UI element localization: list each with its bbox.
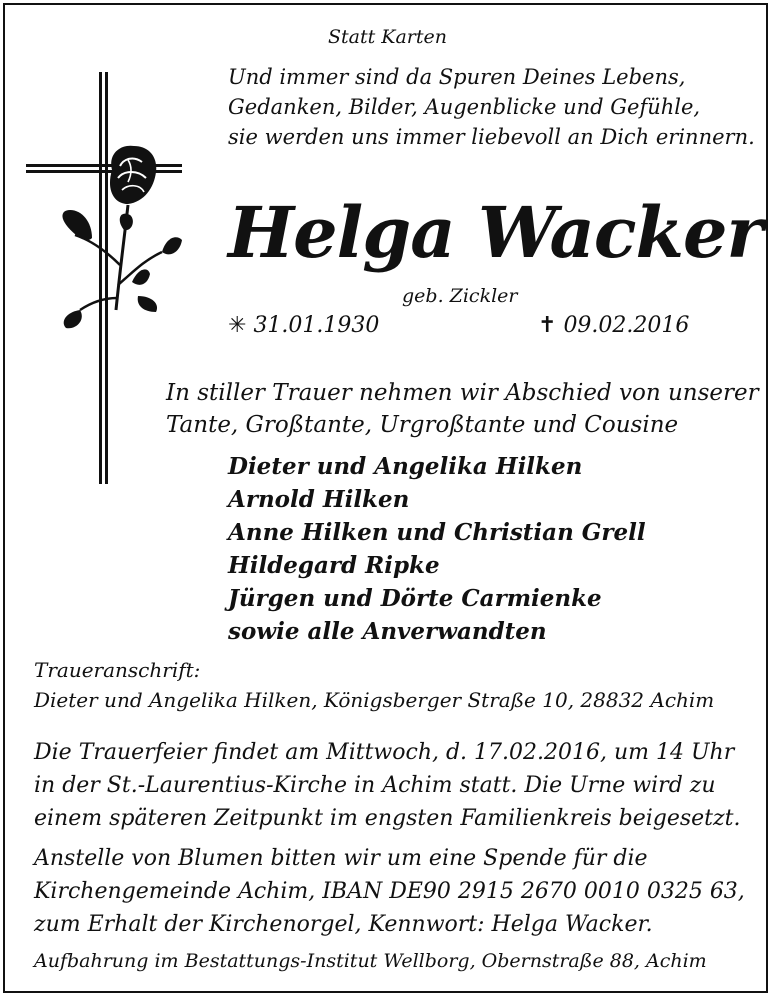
donation-line: Kirchengemeinde Achim, IBAN DE90 2915 2670 0010 0325 63, bbox=[34, 879, 745, 904]
mourner-entry: Anne Hilken und Christian Grell bbox=[228, 519, 646, 546]
donation-info bbox=[34, 842, 745, 941]
birth-date-value: 31.01.1930 bbox=[253, 313, 380, 338]
mourner-entry: sowie alle Anverwandten bbox=[228, 618, 547, 645]
deceased-name: Helga Wacker bbox=[228, 191, 763, 274]
poem-verse bbox=[228, 62, 755, 152]
donation-line: zum Erhalt der Kirchenorgel, Kennwort: Helga Wacker. bbox=[34, 912, 653, 937]
mourner-entry: Dieter und Angelika Hilken bbox=[228, 453, 583, 480]
ceremony-info bbox=[34, 736, 740, 835]
mourner-entry: Hildegard Ripke bbox=[228, 552, 440, 579]
ceremony-line: einem späteren Zeitpunkt im engsten Familienkreis beigesetzt. bbox=[34, 806, 741, 831]
mourner-entry: Jürgen und Dörte Carmienke bbox=[228, 585, 602, 612]
ceremony-line: in der St.-Laurentius-Kirche in Achim statt. Die Urne wird zu bbox=[34, 773, 716, 798]
rose-icon bbox=[110, 146, 156, 204]
address-label: Traueranschrift: bbox=[34, 658, 201, 682]
mourners-list bbox=[228, 450, 646, 648]
mourning-intro bbox=[166, 377, 759, 441]
donation-line: Anstelle von Blumen bitten wir um eine Spende für die bbox=[34, 846, 648, 871]
birth-star-icon: ✳ bbox=[228, 313, 247, 338]
poem-line: Gedanken, Bilder, Augenblicke und Gefühle, bbox=[228, 95, 701, 119]
mourner-entry: Arnold Hilken bbox=[228, 486, 410, 513]
poem-line: sie werden uns immer liebevoll an Dich erinnern. bbox=[228, 125, 755, 149]
birth-date bbox=[228, 313, 379, 338]
mourning-address bbox=[34, 655, 714, 715]
maiden-name: geb. Zickler bbox=[402, 285, 518, 307]
death-date bbox=[538, 313, 689, 338]
cross-rose-emblem bbox=[20, 70, 190, 490]
intro-line: In stiller Trauer nehmen wir Abschied von unserer bbox=[166, 380, 759, 406]
address-text: Dieter und Angelika Hilken, Königsberger Straße 10, 28832 Achim bbox=[34, 688, 715, 712]
cross-icon bbox=[20, 70, 190, 490]
ceremony-line: Die Trauerfeier findet am Mittwoch, d. 17.02.2016, um 14 Uhr bbox=[34, 740, 735, 765]
viewing-info: Aufbahrung im Bestattungs-Institut Wellborg, Obernstraße 88, Achim bbox=[34, 950, 707, 972]
death-cross-icon: ✝ bbox=[538, 313, 557, 338]
death-date-value: 09.02.2016 bbox=[563, 313, 690, 338]
poem-line: Und immer sind da Spuren Deines Lebens, bbox=[228, 65, 686, 89]
intro-line: Tante, Großtante, Urgroßtante und Cousine bbox=[166, 412, 679, 438]
statt-karten-label: Statt Karten bbox=[328, 26, 448, 48]
